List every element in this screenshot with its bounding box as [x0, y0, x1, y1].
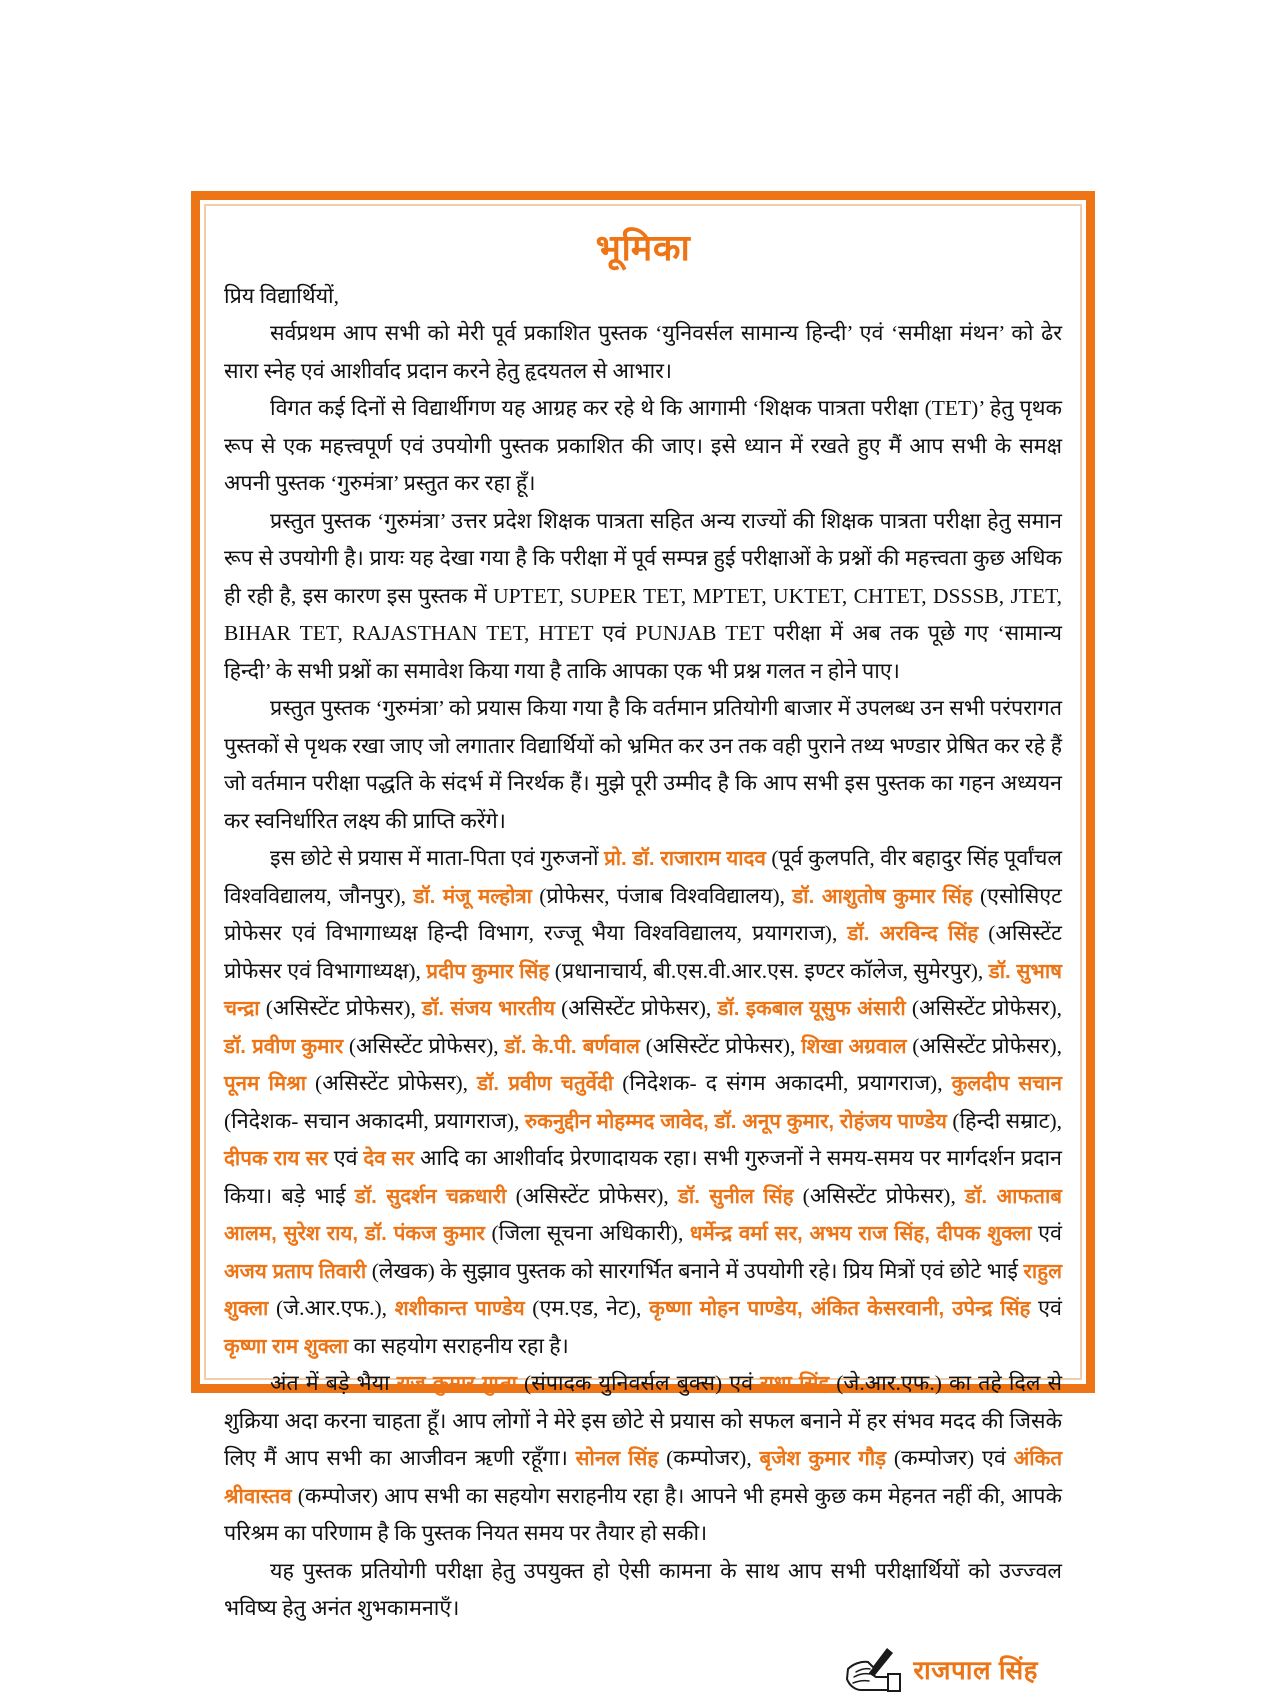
- body-text: (लेखक) के सुझाव पुस्तक को सारगर्भित बनाने में उपयोगी रहे। प्रिय मित्रों एवं छोटे भाई: [366, 1258, 1024, 1283]
- body-text: अंत में बड़े भैया: [270, 1371, 397, 1396]
- highlighted-name: अजय प्रताप तिवारी: [224, 1259, 367, 1283]
- exam-list-2: PUNJAB TET: [635, 621, 765, 646]
- acknowledgement-names: [224, 846, 1062, 1358]
- acknowledgement-paragraph: [224, 840, 1062, 1365]
- body-text: (असिस्टेंट प्रोफेसर),: [793, 1183, 966, 1208]
- body-text: (निदेशक- द संगम अकादमी, प्रयागराज),: [613, 1071, 952, 1096]
- page-border-inner: [204, 204, 1082, 1685]
- highlighted-name: डॉ. आशुतोष कुमार सिंह: [792, 884, 973, 908]
- paragraph-1: सर्वप्रथम आप सभी को मेरी पूर्व प्रकाशित पुस्तक ‘युनिवर्सल सामान्य हिन्दी’ एवं ‘समीक्षा मंथन’ को ढेर सारा स्नेह एवं आशीर्वाद प्रदान करने हेतु हृदयतल से आभार।: [224, 321, 1062, 383]
- highlighted-name: डॉ. सुभाष चन्द्रा: [224, 959, 1062, 1021]
- highlighted-name: बृजेश कुमार गौड़: [759, 1447, 887, 1471]
- thanks-names: [224, 1371, 1062, 1545]
- highlighted-name: डॉ. प्रवीण चतुर्वेदी: [477, 1072, 614, 1096]
- body-text: (पूर्व कुलपति, वीर बहादुर सिंह पूर्वांचल विश्वविद्यालय, जौनपुर),: [224, 846, 1062, 908]
- body-text: (कम्पोजर),: [658, 1446, 760, 1471]
- page-content: [218, 216, 1068, 1685]
- highlighted-name: डॉ. मंजू मल्होत्रा: [413, 884, 532, 908]
- highlighted-name: राधा सिंह: [760, 1372, 830, 1396]
- salutation: प्रिय विद्यार्थियों,: [224, 283, 340, 308]
- highlighted-name: डॉ. प्रवीण कुमार: [224, 1034, 344, 1058]
- exam-list-1: UPTET, SUPER TET, MPTET, UKTET, CHTET, DSSSB, JTET, BIHAR TET, RAJASTHAN TET, HTET: [224, 583, 1063, 646]
- highlighted-name: अंकित श्रीवास्तव: [224, 1447, 1063, 1508]
- body-text: का सहयोग सराहनीय रहा है।: [348, 1333, 569, 1358]
- page-border-outer: [191, 191, 1095, 1685]
- highlighted-name: कृष्णा मोहन पाण्डेय, अंकित केसरवानी, उपेन्द्र सिंह: [649, 1297, 1031, 1321]
- hand-writing-pen-icon: [841, 1646, 903, 1692]
- paragraph-4: प्रस्तुत पुस्तक ‘गुरुमंत्रा’ को प्रयास किया गया है कि वर्तमान प्रतियोगी बाजार में उपलब्ध उन सभी परंपरागत पुस्तकों से पृथक रखा जाए जो लगातार विद्यार्थियों को भ्रमित कर उन तक वही पुराने तथ्य भण्डार प्रेषित कर रहे हैं जो वर्तमान परीक्षा पद्धति के संदर्भ में निरर्थक हैं। मुझे पूरी उम्मीद है कि आप सभी इस पुस्तक का गहन अध्ययन कर स्वनिर्धारित लक्ष्य की प्राप्ति करेंगे।: [224, 696, 1062, 833]
- body-text: (असिस्टेंट प्रोफेसर),: [306, 1071, 478, 1096]
- highlighted-name: कुलदीप सचान: [951, 1072, 1063, 1096]
- highlighted-name: पूनम मिश्रा: [224, 1072, 307, 1096]
- body-text: एवं: [327, 1146, 364, 1171]
- highlighted-name: प्रदीप कुमार सिंह: [426, 959, 550, 983]
- highlighted-name: डॉ. सुदर्शन चक्रधारी: [354, 1184, 507, 1208]
- paragraph-closing: यह पुस्तक प्रतियोगी परीक्षा हेतु उपयुक्त हो ऐसी कामना के साथ आप सभी परीक्षार्थियों को उज्ज्वल भविष्य हेतु अनंत शुभकामनाएँ।: [224, 1558, 1062, 1621]
- thanks-paragraph: [224, 1365, 1062, 1553]
- body-text: (असिस्टेंट प्रोफेसर),: [906, 1033, 1063, 1058]
- body-text: (जिला सूचना अधिकारी),: [484, 1221, 690, 1246]
- highlighted-name: प्रो. डॉ. राजाराम यादव: [604, 847, 766, 871]
- body-text: (असिस्टेंट प्रोफेसर एवं विभागाध्यक्ष),: [224, 921, 1062, 983]
- highlighted-name: डॉ. इकबाल यूसुफ अंसारी: [717, 997, 906, 1021]
- body-text: (असिस्टेंट प्रोफेसर),: [506, 1183, 678, 1208]
- body-text: (असिस्टेंट प्रोफेसर),: [905, 996, 1062, 1021]
- body-text: (असिस्टेंट प्रोफेसर),: [554, 996, 718, 1021]
- highlighted-name: शिखा अग्रवाल: [801, 1034, 907, 1058]
- body-text: (प्रोफेसर, पंजाब विश्वविद्यालय),: [531, 883, 793, 908]
- highlighted-name: सोनल सिंह: [575, 1447, 659, 1471]
- signature-name: राजपाल सिंह: [913, 1654, 1038, 1685]
- paragraph-3-conjunction: एवं: [593, 621, 636, 646]
- body-text: (असिस्टेंट प्रोफेसर),: [259, 996, 423, 1021]
- paragraph-3: [224, 503, 1062, 691]
- paragraph-3-text-a: प्रस्तुत पुस्तक ‘गुरुमंत्रा’ उत्तर प्रदेश शिक्षक पात्रता सहित अन्य राज्यों की शिक्षक पात्रता परीक्षा हेतु समान रूप से उपयोगी है। प्रायः यह देखा गया है कि परीक्षा में पूर्व सम्पन्न हुई परीक्षाओं के प्रश्नों की महत्त्वता कुछ अधिक ही रही है, इस कारण इस पुस्तक में: [224, 508, 1062, 608]
- body-text: (एम.एड, नेट),: [524, 1296, 650, 1321]
- highlighted-name: धर्मेन्द्र वर्मा सर, अभय राज सिंह, दीपक शुक्ला: [689, 1222, 1032, 1246]
- highlighted-name: डॉ. संजय भारतीय: [422, 997, 555, 1021]
- body-text: (कम्पोजर) एवं: [886, 1446, 1014, 1471]
- highlighted-name: डॉ. के.पी. बर्णवाल: [504, 1034, 640, 1058]
- highlighted-name: कृष्णा राम शुक्ला: [224, 1334, 349, 1358]
- body-text: (कम्पोजर) आप सभी का सहयोग सराहनीय रहा है। आपने भी हमसे कुछ कम मेहनत नहीं की, आपके परिश्रम का परिणाम है कि पुस्तक नियत समय पर तैयार हो सकी।: [224, 1483, 1062, 1546]
- paragraph-3-text-c: परीक्षा में अब तक पूछे गए ‘सामान्य हिन्दी’ के सभी प्रश्नों का समावेश किया गया है ताकि आपका एक भी प्रश्न गलत न होने पाए।: [224, 621, 1062, 683]
- body-text: (असिस्टेंट प्रोफेसर),: [639, 1033, 802, 1058]
- body-text: (संपादक युनिवर्सल बुक्स) एवं: [516, 1371, 761, 1396]
- body-text: आदि का आशीर्वाद प्रेरणादायक रहा। सभी गुरुजनों ने समय-समय पर मार्गदर्शन प्रदान किया। बड़े भाई: [224, 1146, 1062, 1208]
- body-text: एवं: [1030, 1296, 1062, 1321]
- highlighted-name: शशीकान्त पाण्डेय: [394, 1297, 525, 1321]
- body-text: एवं: [1031, 1221, 1062, 1246]
- body-text: (प्रधानाचार्य, बी.एस.वी.आर.एस. इण्टर कॉलेज, सुमेरपुर),: [549, 958, 989, 983]
- highlighted-name: राज कुमार गुप्ता: [396, 1372, 517, 1396]
- signature-block: [224, 1646, 1062, 1692]
- acknowledgement-lead: इस छोटे से प्रयास में माता-पिता एवं गुरुजनों: [270, 846, 605, 871]
- highlighted-name: देव सर: [363, 1147, 415, 1171]
- body-text: (असिस्टेंट प्रोफेसर),: [343, 1033, 505, 1058]
- body-text: (हिन्दी सम्राट),: [946, 1108, 1062, 1133]
- body-text: (एसोसिएट प्रोफेसर एवं विभागाध्यक्ष हिन्दी विभाग, रज्जू भैया विश्वविद्यालय, प्रयागराज),: [224, 883, 1063, 946]
- body-text: (निदेशक- सचान अकादमी, प्रयागराज),: [224, 1108, 525, 1133]
- highlighted-name: डॉ. सुनील सिंह: [677, 1184, 794, 1208]
- highlighted-name: रुकनुद्दीन मोहम्मद जावेद, डॉ. अनूप कुमार, रोहंजय पाण्डेय: [524, 1109, 947, 1133]
- paragraph-2: विगत कई दिनों से विद्यार्थीगण यह आग्रह कर रहे थे कि आगामी ‘शिक्षक पात्रता परीक्षा (TET)’ हेतु पृथक रूप से एक महत्त्वपूर्ण एवं उपयोगी पुस्तक प्रकाशित की जाए। इसे ध्यान में रखते हुए मैं आप सभी के समक्ष अपनी पुस्तक ‘गुरुमंत्रा’ प्रस्तुत कर रहा हूँ।: [224, 396, 1062, 496]
- highlighted-name: दीपक राय सर: [224, 1147, 328, 1171]
- highlighted-name: डॉ. अरविन्द सिंह: [847, 922, 979, 946]
- highlighted-name: राहुल शुक्ला: [224, 1259, 1062, 1321]
- page-title: भूमिका: [595, 227, 691, 268]
- highlighted-name: डॉ. आफताब आलम, सुरेश राय, डॉ. पंकज कुमार: [224, 1184, 1062, 1246]
- body-text: (जे.आर.एफ.),: [268, 1296, 395, 1321]
- body-text: (जे.आर.एफ.) का तहे दिल से शुक्रिया अदा करना चाहता हूँ। आप लोगों ने मेरे इस छोटे से प्रयास को सफल बनाने में हर संभव मदद की जिसके लिए मैं आप सभी का आजीवन ऋणी रहूँगा।: [224, 1371, 1063, 1471]
